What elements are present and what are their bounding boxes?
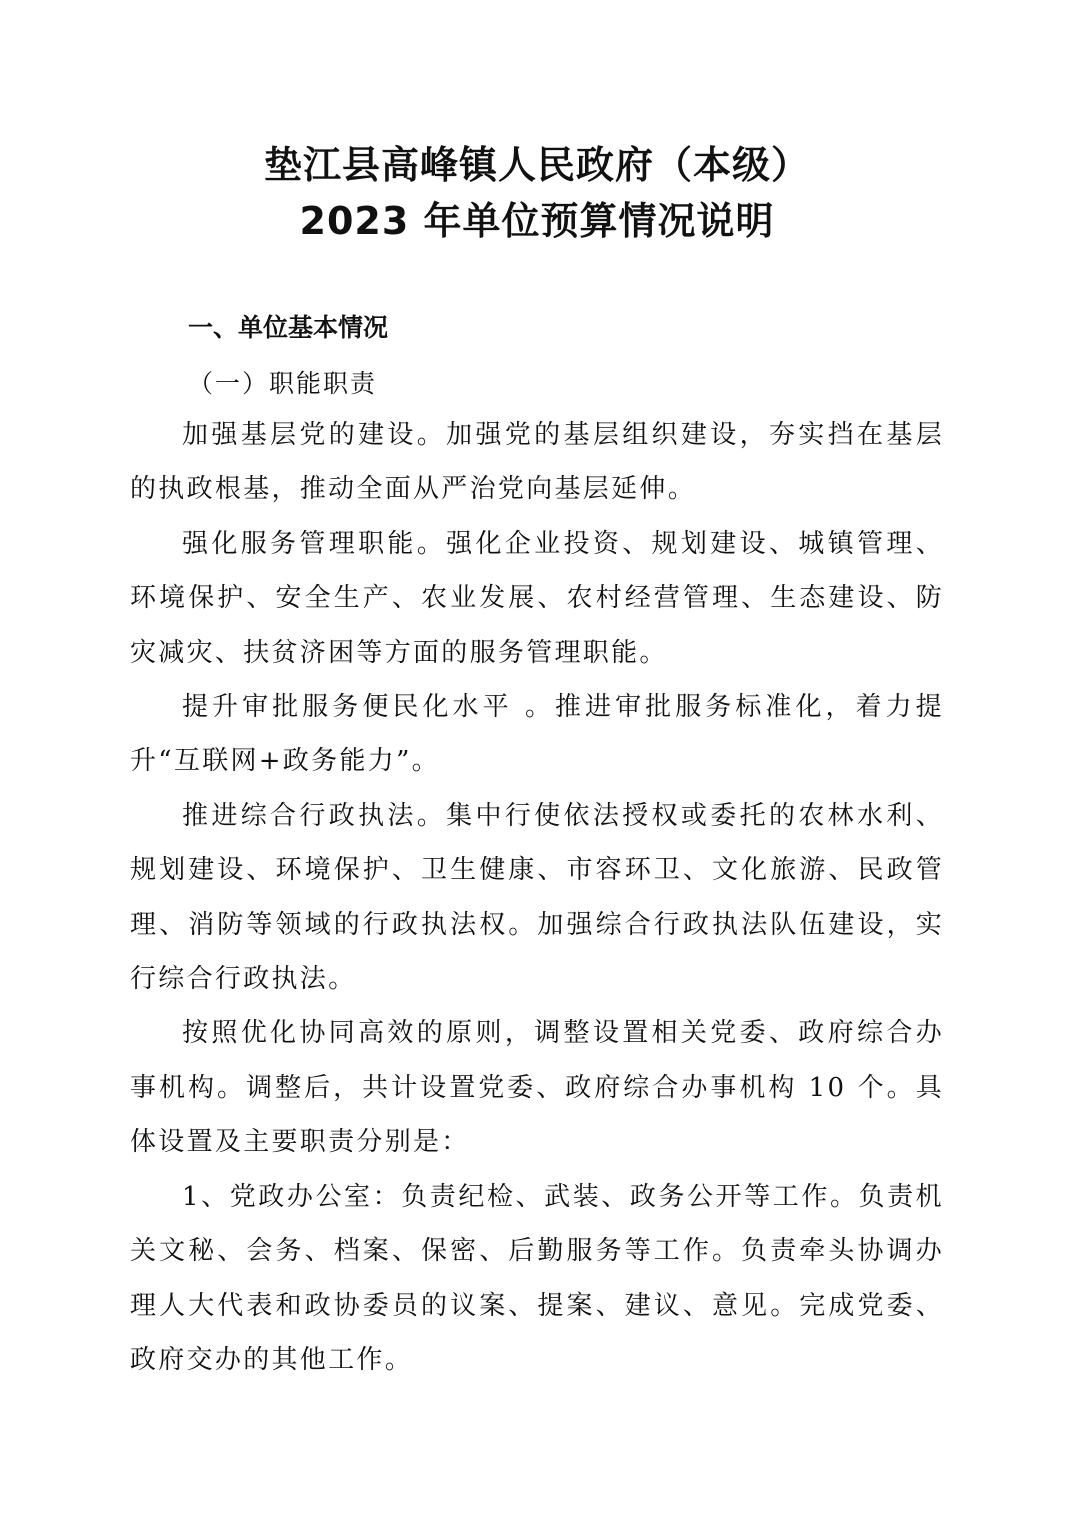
paragraph-approval-service: 提升审批服务便民化水平 。推进审批服务标准化，着力提升“互联网+政务能力”。: [130, 692, 944, 777]
document-body: [130, 408, 944, 1387]
document-title-line-2: 2023 年单位预算情况说明: [299, 199, 775, 243]
document-title-line-1: 垫江县高峰镇人民政府（本级）: [263, 143, 810, 187]
paragraph-service-management: 强化服务管理职能。强化企业投资、规划建设、城镇管理、环境保护、安全生产、农业发展、农村经营管理、生态建设、防灾减灾、扶贫济困等方面的服务管理职能。: [130, 528, 944, 668]
paragraph-office-setup: 按照优化协同高效的原则，调整设置相关党委、政府综合办事机构。调整后，共计设置党委、政府综合办事机构 10 个。具体设置及主要职责分别是：: [130, 1018, 944, 1158]
paragraph-law-enforcement: 推进综合行政执法。集中行使依法授权或委托的农林水利、规划建设、环境保护、卫生健康、市容环卫、文化旅游、民政管理、消防等领域的行政执法权。加强综合行政执法队伍建设，实行综合行政执法。: [130, 800, 944, 995]
paragraph-party-building: 加强基层党的建设。加强党的基层组织建设，夯实挡在基层的执政根基，推动全面从严治党向基层延伸。: [130, 420, 944, 505]
paragraph-party-government-office: 1、党政办公室：负责纪检、武装、政务公开等工作。负责机关文秘、会务、档案、保密、后勤服务等工作。负责牵头协调办理人大代表和政协委员的议案、提案、建议、意见。完成党委、政府交办的其他工作。: [130, 1181, 944, 1375]
section-heading: 一、单位基本情况: [188, 313, 389, 342]
subsection-heading: （一）职能职责: [188, 369, 378, 398]
